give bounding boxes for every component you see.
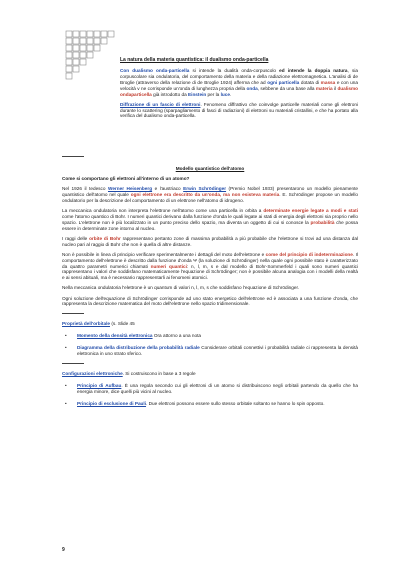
diffraction-paragraph: Diffrazione di un fascio di elettroni. Fenomeno diffrattivo che coinvolge particelle materiali come gli elettroni durante lo scattering (sparpagliamento di fasci di radiazioni) di elettroni su materiali cristallini, e che ha portato alla verifica del dualismo onda-particella.	[120, 101, 358, 119]
bullet-icon: •	[65, 400, 67, 406]
intro-paragraph: Con dualismo onda-particella si intende la dualità onda-corpuscolo ed intende la doppia natura, sia corpuscolare sia ondulatoria, del comportamento della materia e della radiazione elettromagnetica. L'analisi di de Broglie (attraverso della relazione di de Broglie 1924) afferma che ad ogni particella dotata di massa e con una velocità v ne corrisponde un'onda di lunghezza propria della onda, sebbene da una base alla materia il dualismo ondaparticella già introdotto da Einstein per la luce.	[120, 67, 359, 97]
section-divider	[62, 363, 84, 364]
bullet-icon: •	[65, 382, 67, 388]
list-item: • Diagramma della distribuzione della probabilità radiale Considerare orbitali connettivi i probabilità radiale ci rappresenta la densità elettronica in uno strato sferico.	[62, 345, 358, 357]
section-title-atomic-model: Modello quantistico dell'atomo	[175, 166, 245, 171]
list-item: • Momento della densità elettronica Ora attorno a una nota	[62, 333, 358, 339]
paragraph-electron-quantum: Nella meccanica ondulatoria l'elettrone è un quantum di valori n, l, m, s che soddisfano l'equazione di Schrödinger.	[62, 285, 300, 291]
section-title-electron-configurations: Configurazioni elettroniche. Si costruiscono in base a 3 regole	[62, 370, 196, 376]
paragraph-heisenberg: Nel 1926 il tedesco Werner Heisenberg e l'austriaco Erwin Schrödinger (Premio Nobel 1933) presentarono un modello pienamente quantistico dell'atomo nel quale ogni elettrone era descritto da un'onda, ma non esisteva materia. E. Schrödinger propose un modello ondulatorio per la descrizione del comportamento di un elettrone nell'atomo di idrogeno.	[62, 186, 358, 203]
list-item: • Principio di esclusione di Pauli. Due elettroni possono essere sullo stesso orbitale soltanto se hanno lo spin opposto.	[62, 401, 358, 407]
intro-section	[120, 58, 358, 124]
stacked-squares-logo	[62, 28, 118, 80]
page-number: 9	[62, 547, 65, 553]
section-question: Come si comportano gli elettroni all'interno di un atomo?	[62, 175, 190, 181]
bullet-icon: •	[65, 333, 67, 339]
bullet-icon: •	[65, 345, 67, 351]
paragraph-schrodinger-solution: Ogni soluzione dell'equazione di Schrödinger corrisponde ad uno stato energetico dell'elettrone ed è associata a una funzione d'onda, che rappresenta la descrizione matematica del moto dell'elettrone nello spazio tridimensionale.	[62, 295, 358, 307]
list-item: • Principio di Aufbau. È una regola secondo cui gli elettroni di un atomo si distribuiscono negli orbitali partendo da quello che ha energia minore, dice quelli più vicini al nucleo.	[62, 383, 358, 395]
paragraph-wave-mechanics: La meccanica ondulatoria non interpreta l'elettrone nell'atomo come una particella in orbita a determinate energie legate a modi e stati come l'atomo quantico di Bohr. I numeri quantici derivano dalla funzione d'onda le quali legate ai stati di energia degli elettroni sia proprio nello spazio. L'elettrone non è più localizzato in un punto preciso dello spazio, ma diventa un oggetto di cui si conosce la probabilità che possa essere in determinate zone intorno al nucleo.	[62, 207, 359, 231]
section-divider	[62, 156, 84, 157]
paragraph-quantum-numbers: Non è possibile in linea di principio verificare sperimentalmente i dettagli del moto dell'elettrone e come del principio di indeterminazione. Il comportamento dell'elettrone è descritto dalla funzione d'onda Ψ (la soluzione di Schrödinger) nella quale ogni possibile stato è caratterizzato da quattro parametri numerici chiamati numeri quantici: n, l, m, s e dal modello di Bohr-Sommerfeld i quali sono numeri quantici rappresentano i valori che soddisfano matematicamente l'equazione di Schrödinger; non è possibile alcuna analogia con i modelli della realtà e ai sensi abituali, ma è necessario rappresentarli ai fenomeni atomici.	[62, 251, 359, 281]
main-content	[62, 150, 358, 411]
intro-title: La natura della materia quantistica: il dualismo onda-particella	[120, 57, 269, 63]
section-title-orbital-properties: Proprietà dell'orbitale (s. Slide 45	[62, 321, 135, 327]
paragraph-bohr-orbits: I raggi delle orbite di Bohr rappresentano pertanto zone di massima probabilità a più probabile che l'elettrone si trovi ad una distanza dal nucleo pari al raggio di Bohr che non è quella di altre distanze.	[62, 235, 359, 247]
section-divider	[62, 313, 84, 314]
